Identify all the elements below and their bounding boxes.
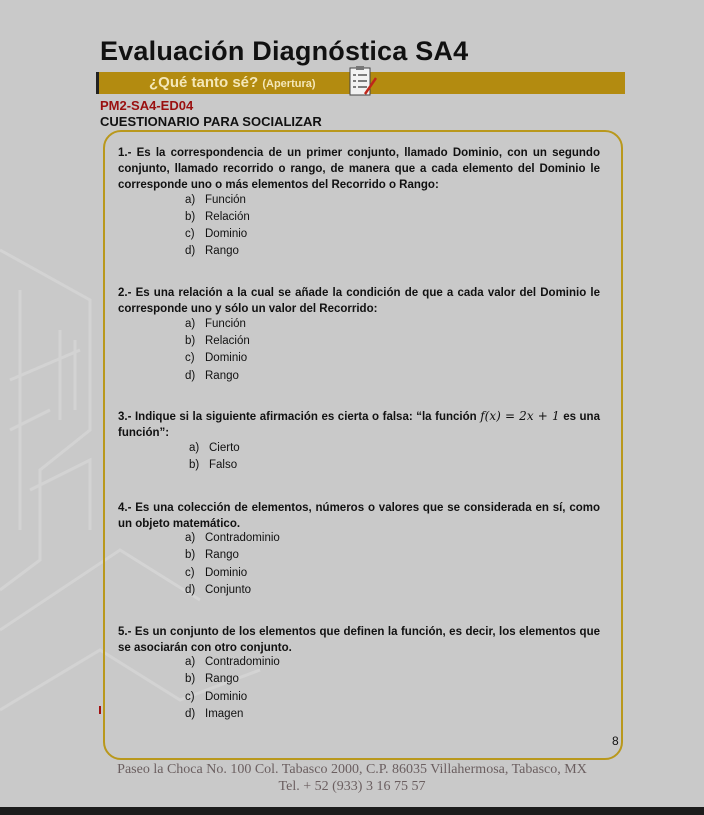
option-letter: b) [185,335,196,347]
option-text: Relación [205,335,250,347]
document-code: PM2-SA4-ED04 [100,98,194,113]
option-letter: a) [185,656,196,668]
option-text: Dominio [205,691,248,703]
footer-phone: Tel. + 52 (933) 3 16 75 57 [278,779,426,794]
option-letter: a) [185,532,196,544]
option-letter: b) [185,211,196,223]
q3-text-before: 3.- Indique si la siguiente afirmación es cierta o falsa: “la función [118,411,477,423]
banner-sub: (Apertura) [262,78,316,90]
option-letter: d) [185,584,196,596]
option-letter: b) [189,459,200,471]
q4-option-c[interactable] [185,565,247,581]
questionnaire-heading: CUESTIONARIO PARA SOCIALIZAR [100,114,322,129]
checklist-icon [347,66,377,98]
question-4: 4.- Es una colección de elementos, números o valores que se considerada en sí, como un objeto matemático. [118,502,600,530]
option-letter: a) [185,318,196,330]
question-2: 2.- Es una relación a la cual se añade la condición de que a cada valor del Dominio le corresponde uno y sólo un valor del Recorrido: [118,287,600,315]
option-letter: b) [185,673,196,685]
option-text: Rango [205,245,239,257]
margin-mark [99,706,101,714]
option-text: Contradominio [205,656,280,668]
q3-option-b[interactable] [189,457,237,473]
q2-option-a[interactable] [185,316,246,332]
q5-option-a[interactable] [185,654,280,670]
page-number: 8 [612,734,619,748]
option-letter: d) [185,370,196,382]
option-text: Rango [205,549,239,561]
q5-option-c[interactable] [185,689,247,705]
option-text: Dominio [205,352,248,364]
q5-option-b[interactable] [185,671,239,687]
option-text: Rango [205,673,239,685]
option-text: Contradominio [205,532,280,544]
q3-option-a[interactable] [189,440,240,456]
document-title: Evaluación Diagnóstica SA4 [100,36,469,66]
q1-option-d[interactable] [185,243,239,259]
banner-main: ¿Qué tanto sé? [149,74,259,91]
option-letter: c) [185,567,195,579]
option-text: Función [205,318,246,330]
option-letter: a) [189,442,200,454]
questions-box [103,130,623,760]
option-letter: c) [185,352,195,364]
q2-option-b[interactable] [185,333,250,349]
banner-text [149,74,316,91]
q4-option-d[interactable] [185,582,251,598]
q5-option-d[interactable] [185,706,243,722]
section-banner [96,72,625,94]
option-text: Función [205,194,246,206]
option-letter: d) [185,708,196,720]
option-text: Imagen [205,708,244,720]
q2-option-c[interactable] [185,350,247,366]
question-1: 1.- Es la correspondencia de un primer conjunto, llamado Dominio, con un segundo conjunto, llamado recorrido o rango, de manera que a cada elemento del Dominio le corresponde uno o más elementos del Recorrido o Rango: [118,147,600,191]
option-text: Conjunto [205,584,252,596]
q2-option-d[interactable] [185,368,239,384]
question-3 [118,408,600,441]
option-letter: c) [185,691,195,703]
option-letter: c) [185,228,195,240]
option-text: Relación [205,211,250,223]
q1-option-a[interactable] [185,192,246,208]
bottom-bar [0,807,704,815]
option-text: Dominio [205,228,248,240]
q3-math: f(x) = 2x + 1 [480,409,560,423]
q1-option-c[interactable] [185,226,247,242]
q1-option-b[interactable] [185,209,250,225]
option-text: Falso [209,459,238,471]
option-letter: b) [185,549,196,561]
q3-text-after: es una función”: [118,411,600,439]
question-5: 5.- Es un conjunto de los elementos que definen la función, es decir, los elementos que se asociarán con otro conjunto. [118,626,600,654]
option-text: Dominio [205,567,248,579]
option-letter: d) [185,245,196,257]
option-text: Cierto [209,442,240,454]
option-letter: a) [185,194,196,206]
q4-option-a[interactable] [185,530,280,546]
option-text: Rango [205,370,239,382]
q4-option-b[interactable] [185,547,239,563]
footer-address: Paseo la Choca No. 100 Col. Tabasco 2000, C.P. 86035 Villahermosa, Tabasco, MX [117,762,587,777]
